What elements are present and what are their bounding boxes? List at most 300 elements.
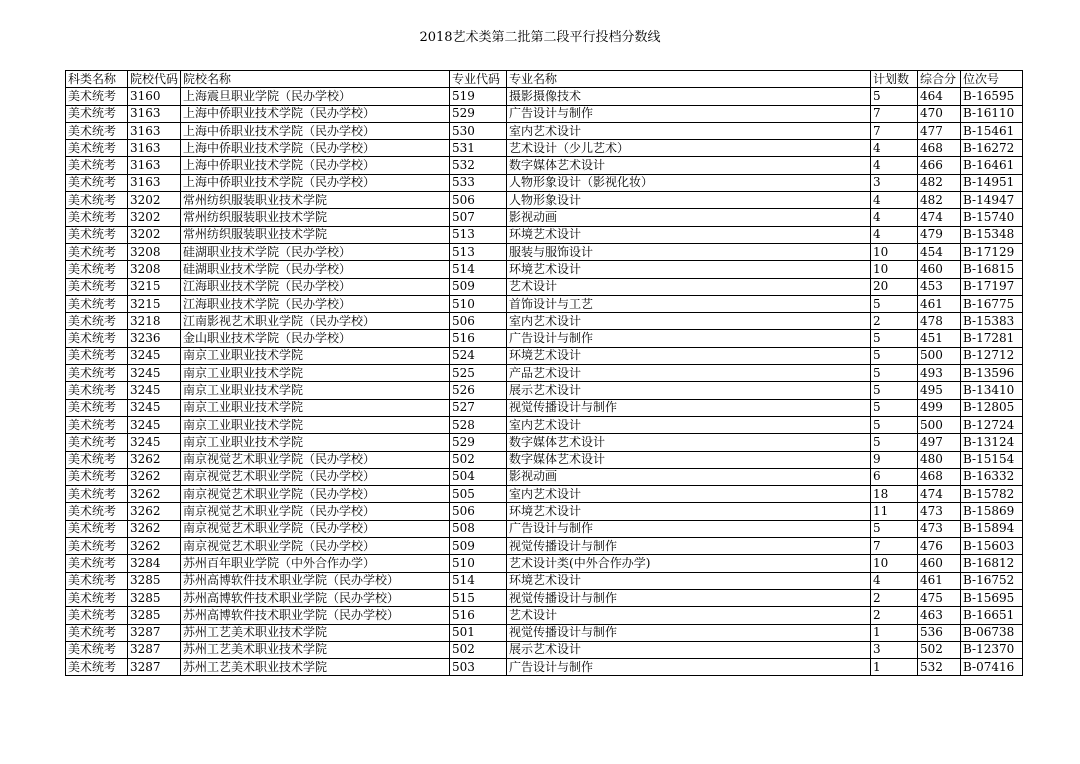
major-name-cell: 数字媒体艺术设计 [507,451,871,468]
header-school-code: 院校代码 [128,71,181,88]
total-score-cell: 451 [918,330,961,347]
school-name-cell: 上海中侨职业技术学院（民办学校） [181,157,450,174]
plan-count-cell: 4 [871,209,918,226]
table-row [66,330,1023,347]
rank-cell: B-15603 [961,538,1023,555]
plan-count-cell: 20 [871,278,918,295]
header-row [66,71,1023,88]
total-score-cell: 499 [918,399,961,416]
total-score-cell: 466 [918,157,961,174]
total-score-cell: 475 [918,589,961,606]
major-name-cell: 艺术设计类(中外合作办学) [507,555,871,572]
major-code-cell: 515 [450,589,507,606]
major-name-cell: 室内艺术设计 [507,313,871,330]
plan-count-cell: 4 [871,192,918,209]
school-code-cell: 3163 [128,122,181,139]
school-name-cell: 江海职业技术学院（民办学校） [181,295,450,312]
major-code-cell: 506 [450,192,507,209]
school-code-cell: 3215 [128,278,181,295]
table-row [66,105,1023,122]
major-name-cell: 视觉传播设计与制作 [507,538,871,555]
major-code-cell: 526 [450,382,507,399]
major-code-cell: 504 [450,468,507,485]
header-major-name: 专业名称 [507,71,871,88]
school-name-cell: 苏州高博软件技术职业学院（民办学校） [181,589,450,606]
table-row [66,278,1023,295]
major-name-cell: 环境艺术设计 [507,347,871,364]
school-name-cell: 上海中侨职业技术学院（民办学校） [181,105,450,122]
total-score-cell: 482 [918,174,961,191]
plan-count-cell: 4 [871,572,918,589]
plan-count-cell: 5 [871,399,918,416]
table-row [66,313,1023,330]
table-row [66,192,1023,209]
major-name-cell: 室内艺术设计 [507,486,871,503]
school-name-cell: 硅湖职业技术学院（民办学校） [181,243,450,260]
total-score-cell: 478 [918,313,961,330]
plan-count-cell: 5 [871,347,918,364]
category-cell: 美术统考 [66,157,128,174]
table-row [66,624,1023,641]
school-code-cell: 3285 [128,607,181,624]
rank-cell: B-15894 [961,520,1023,537]
table-row [66,416,1023,433]
major-name-cell: 影视动画 [507,468,871,485]
major-code-cell: 502 [450,641,507,658]
major-code-cell: 531 [450,140,507,157]
total-score-cell: 454 [918,243,961,260]
school-name-cell: 苏州高博软件技术职业学院（民办学校） [181,607,450,624]
category-cell: 美术统考 [66,382,128,399]
school-code-cell: 3262 [128,468,181,485]
admission-score-table [65,70,1023,676]
school-name-cell: 南京视觉艺术职业学院（民办学校） [181,486,450,503]
major-code-cell: 509 [450,538,507,555]
major-name-cell: 广告设计与制作 [507,330,871,347]
category-cell: 美术统考 [66,486,128,503]
major-name-cell: 室内艺术设计 [507,122,871,139]
major-name-cell: 首饰设计与工艺 [507,295,871,312]
total-score-cell: 461 [918,572,961,589]
rank-cell: B-17129 [961,243,1023,260]
plan-count-cell: 2 [871,589,918,606]
plan-count-cell: 5 [871,365,918,382]
major-code-cell: 528 [450,416,507,433]
rank-cell: B-15695 [961,589,1023,606]
plan-count-cell: 5 [871,416,918,433]
school-name-cell: 苏州工艺美术职业技术学院 [181,641,450,658]
total-score-cell: 468 [918,468,961,485]
major-code-cell: 510 [450,295,507,312]
major-name-cell: 艺术设计（少儿艺术） [507,140,871,157]
school-code-cell: 3245 [128,382,181,399]
total-score-cell: 460 [918,555,961,572]
total-score-cell: 500 [918,347,961,364]
major-code-cell: 506 [450,313,507,330]
major-name-cell: 环境艺术设计 [507,503,871,520]
category-cell: 美术统考 [66,365,128,382]
school-code-cell: 3163 [128,140,181,157]
major-name-cell: 环境艺术设计 [507,261,871,278]
table-row [66,399,1023,416]
table-row [66,88,1023,105]
plan-count-cell: 10 [871,243,918,260]
category-cell: 美术统考 [66,330,128,347]
major-code-cell: 508 [450,520,507,537]
major-code-cell: 514 [450,572,507,589]
school-code-cell: 3215 [128,295,181,312]
rank-cell: B-12805 [961,399,1023,416]
school-name-cell: 南京视觉艺术职业学院（民办学校） [181,468,450,485]
table-row [66,122,1023,139]
plan-count-cell: 4 [871,226,918,243]
table-row [66,174,1023,191]
rank-cell: B-17281 [961,330,1023,347]
total-score-cell: 460 [918,261,961,278]
school-code-cell: 3202 [128,226,181,243]
table-row [66,641,1023,658]
total-score-cell: 473 [918,520,961,537]
plan-count-cell: 6 [871,468,918,485]
category-cell: 美术统考 [66,468,128,485]
total-score-cell: 476 [918,538,961,555]
total-score-cell: 453 [918,278,961,295]
major-name-cell: 环境艺术设计 [507,226,871,243]
category-cell: 美术统考 [66,641,128,658]
school-name-cell: 硅湖职业技术学院（民办学校） [181,261,450,278]
major-code-cell: 513 [450,226,507,243]
category-cell: 美术统考 [66,105,128,122]
table-row [66,226,1023,243]
category-cell: 美术统考 [66,192,128,209]
school-name-cell: 上海中侨职业技术学院（民办学校） [181,174,450,191]
table-row [66,209,1023,226]
school-code-cell: 3262 [128,520,181,537]
school-code-cell: 3262 [128,486,181,503]
rank-cell: B-07416 [961,659,1023,676]
major-code-cell: 530 [450,122,507,139]
plan-count-cell: 10 [871,261,918,278]
plan-count-cell: 10 [871,555,918,572]
school-name-cell: 南京工业职业技术学院 [181,434,450,451]
rank-cell: B-06738 [961,624,1023,641]
plan-count-cell: 5 [871,434,918,451]
school-name-cell: 常州纺织服装职业技术学院 [181,226,450,243]
rank-cell: B-16272 [961,140,1023,157]
category-cell: 美术统考 [66,555,128,572]
major-name-cell: 摄影摄像技术 [507,88,871,105]
rank-cell: B-16775 [961,295,1023,312]
table-row [66,607,1023,624]
table-row [66,572,1023,589]
major-code-cell: 506 [450,503,507,520]
rank-cell: B-14947 [961,192,1023,209]
school-code-cell: 3236 [128,330,181,347]
school-name-cell: 常州纺织服装职业技术学院 [181,192,450,209]
major-code-cell: 516 [450,330,507,347]
rank-cell: B-16332 [961,468,1023,485]
major-name-cell: 视觉传播设计与制作 [507,624,871,641]
school-name-cell: 苏州高博软件技术职业学院（民办学校） [181,572,450,589]
category-cell: 美术统考 [66,140,128,157]
header-category: 科类名称 [66,71,128,88]
total-score-cell: 493 [918,365,961,382]
category-cell: 美术统考 [66,538,128,555]
total-score-cell: 474 [918,209,961,226]
plan-count-cell: 1 [871,624,918,641]
plan-count-cell: 2 [871,313,918,330]
school-code-cell: 3285 [128,589,181,606]
rank-cell: B-12370 [961,641,1023,658]
rank-cell: B-15154 [961,451,1023,468]
total-score-cell: 461 [918,295,961,312]
plan-count-cell: 5 [871,330,918,347]
rank-cell: B-12724 [961,416,1023,433]
major-code-cell: 516 [450,607,507,624]
major-code-cell: 510 [450,555,507,572]
major-name-cell: 产品艺术设计 [507,365,871,382]
school-code-cell: 3202 [128,192,181,209]
school-name-cell: 常州纺织服装职业技术学院 [181,209,450,226]
school-code-cell: 3202 [128,209,181,226]
total-score-cell: 473 [918,503,961,520]
rank-cell: B-15348 [961,226,1023,243]
category-cell: 美术统考 [66,88,128,105]
major-name-cell: 广告设计与制作 [507,520,871,537]
plan-count-cell: 4 [871,157,918,174]
table-row [66,538,1023,555]
school-code-cell: 3163 [128,174,181,191]
table-row [66,520,1023,537]
category-cell: 美术统考 [66,261,128,278]
major-code-cell: 519 [450,88,507,105]
major-code-cell: 529 [450,105,507,122]
major-name-cell: 艺术设计 [507,607,871,624]
school-code-cell: 3245 [128,399,181,416]
table-row [66,589,1023,606]
rank-cell: B-16812 [961,555,1023,572]
rank-cell: B-16752 [961,572,1023,589]
category-cell: 美术统考 [66,174,128,191]
rank-cell: B-15740 [961,209,1023,226]
major-code-cell: 525 [450,365,507,382]
school-code-cell: 3160 [128,88,181,105]
major-code-cell: 513 [450,243,507,260]
major-code-cell: 529 [450,434,507,451]
category-cell: 美术统考 [66,209,128,226]
major-name-cell: 影视动画 [507,209,871,226]
total-score-cell: 500 [918,416,961,433]
major-code-cell: 502 [450,451,507,468]
plan-count-cell: 18 [871,486,918,503]
total-score-cell: 495 [918,382,961,399]
category-cell: 美术统考 [66,520,128,537]
major-name-cell: 室内艺术设计 [507,416,871,433]
school-code-cell: 3208 [128,261,181,278]
category-cell: 美术统考 [66,416,128,433]
category-cell: 美术统考 [66,226,128,243]
rank-cell: B-14951 [961,174,1023,191]
school-name-cell: 上海震旦职业学院（民办学校） [181,88,450,105]
category-cell: 美术统考 [66,434,128,451]
major-code-cell: 514 [450,261,507,278]
header-school-name: 院校名称 [181,71,450,88]
table-row [66,365,1023,382]
total-score-cell: 470 [918,105,961,122]
school-name-cell: 南京工业职业技术学院 [181,382,450,399]
category-cell: 美术统考 [66,589,128,606]
table-row [66,486,1023,503]
major-code-cell: 501 [450,624,507,641]
rank-cell: B-15461 [961,122,1023,139]
school-code-cell: 3163 [128,105,181,122]
school-name-cell: 南京视觉艺术职业学院（民办学校） [181,451,450,468]
category-cell: 美术统考 [66,243,128,260]
school-code-cell: 3262 [128,538,181,555]
total-score-cell: 532 [918,659,961,676]
major-name-cell: 视觉传播设计与制作 [507,589,871,606]
table-row [66,434,1023,451]
major-code-cell: 532 [450,157,507,174]
major-name-cell: 展示艺术设计 [507,641,871,658]
total-score-cell: 502 [918,641,961,658]
total-score-cell: 479 [918,226,961,243]
category-cell: 美术统考 [66,347,128,364]
major-name-cell: 人物形象设计（影视化妆） [507,174,871,191]
rank-cell: B-16461 [961,157,1023,174]
rank-cell: B-15782 [961,486,1023,503]
major-code-cell: 507 [450,209,507,226]
category-cell: 美术统考 [66,313,128,330]
plan-count-cell: 4 [871,140,918,157]
major-name-cell: 人物形象设计 [507,192,871,209]
school-name-cell: 南京视觉艺术职业学院（民办学校） [181,503,450,520]
school-name-cell: 苏州工艺美术职业技术学院 [181,624,450,641]
school-code-cell: 3284 [128,555,181,572]
header-total-score: 综合分 [918,71,961,88]
rank-cell: B-16110 [961,105,1023,122]
school-name-cell: 苏州百年职业学院（中外合作办学） [181,555,450,572]
rank-cell: B-16595 [961,88,1023,105]
total-score-cell: 477 [918,122,961,139]
table-row [66,295,1023,312]
major-name-cell: 展示艺术设计 [507,382,871,399]
major-name-cell: 广告设计与制作 [507,105,871,122]
major-name-cell: 环境艺术设计 [507,572,871,589]
rank-cell: B-15383 [961,313,1023,330]
plan-count-cell: 11 [871,503,918,520]
school-code-cell: 3245 [128,365,181,382]
table-row [66,503,1023,520]
school-name-cell: 金山职业技术学院（民办学校） [181,330,450,347]
table-row [66,347,1023,364]
category-cell: 美术统考 [66,503,128,520]
rank-cell: B-13596 [961,365,1023,382]
total-score-cell: 482 [918,192,961,209]
rank-cell: B-16651 [961,607,1023,624]
total-score-cell: 464 [918,88,961,105]
plan-count-cell: 1 [871,659,918,676]
major-name-cell: 服装与服饰设计 [507,243,871,260]
major-name-cell: 数字媒体艺术设计 [507,157,871,174]
major-code-cell: 509 [450,278,507,295]
school-code-cell: 3218 [128,313,181,330]
school-name-cell: 江海职业技术学院（民办学校） [181,278,450,295]
school-name-cell: 南京工业职业技术学院 [181,347,450,364]
school-code-cell: 3287 [128,659,181,676]
school-name-cell: 南京视觉艺术职业学院（民办学校） [181,538,450,555]
plan-count-cell: 5 [871,88,918,105]
total-score-cell: 463 [918,607,961,624]
total-score-cell: 497 [918,434,961,451]
category-cell: 美术统考 [66,624,128,641]
plan-count-cell: 7 [871,122,918,139]
plan-count-cell: 5 [871,520,918,537]
plan-count-cell: 2 [871,607,918,624]
plan-count-cell: 9 [871,451,918,468]
school-code-cell: 3245 [128,347,181,364]
table-row [66,451,1023,468]
major-name-cell: 广告设计与制作 [507,659,871,676]
school-name-cell: 上海中侨职业技术学院（民办学校） [181,140,450,157]
header-major-code: 专业代码 [450,71,507,88]
school-name-cell: 上海中侨职业技术学院（民办学校） [181,122,450,139]
plan-count-cell: 3 [871,174,918,191]
rank-cell: B-17197 [961,278,1023,295]
total-score-cell: 536 [918,624,961,641]
rank-cell: B-13410 [961,382,1023,399]
table-row [66,555,1023,572]
category-cell: 美术统考 [66,659,128,676]
school-code-cell: 3262 [128,503,181,520]
school-name-cell: 南京工业职业技术学院 [181,365,450,382]
table-row [66,468,1023,485]
category-cell: 美术统考 [66,399,128,416]
major-name-cell: 艺术设计 [507,278,871,295]
major-code-cell: 524 [450,347,507,364]
major-name-cell: 数字媒体艺术设计 [507,434,871,451]
plan-count-cell: 5 [871,382,918,399]
plan-count-cell: 7 [871,538,918,555]
school-code-cell: 3262 [128,451,181,468]
table-row [66,157,1023,174]
total-score-cell: 480 [918,451,961,468]
table-row [66,243,1023,260]
category-cell: 美术统考 [66,572,128,589]
rank-cell: B-15869 [961,503,1023,520]
school-code-cell: 3245 [128,416,181,433]
category-cell: 美术统考 [66,607,128,624]
header-plan-count: 计划数 [871,71,918,88]
school-name-cell: 苏州工艺美术职业技术学院 [181,659,450,676]
major-code-cell: 527 [450,399,507,416]
header-rank: 位次号 [961,71,1023,88]
school-code-cell: 3163 [128,157,181,174]
category-cell: 美术统考 [66,122,128,139]
rank-cell: B-12712 [961,347,1023,364]
school-code-cell: 3208 [128,243,181,260]
major-code-cell: 503 [450,659,507,676]
plan-count-cell: 7 [871,105,918,122]
school-name-cell: 南京视觉艺术职业学院（民办学校） [181,520,450,537]
school-code-cell: 3245 [128,434,181,451]
rank-cell: B-13124 [961,434,1023,451]
table-row [66,659,1023,676]
major-name-cell: 视觉传播设计与制作 [507,399,871,416]
table-row [66,261,1023,278]
school-code-cell: 3287 [128,624,181,641]
category-cell: 美术统考 [66,295,128,312]
